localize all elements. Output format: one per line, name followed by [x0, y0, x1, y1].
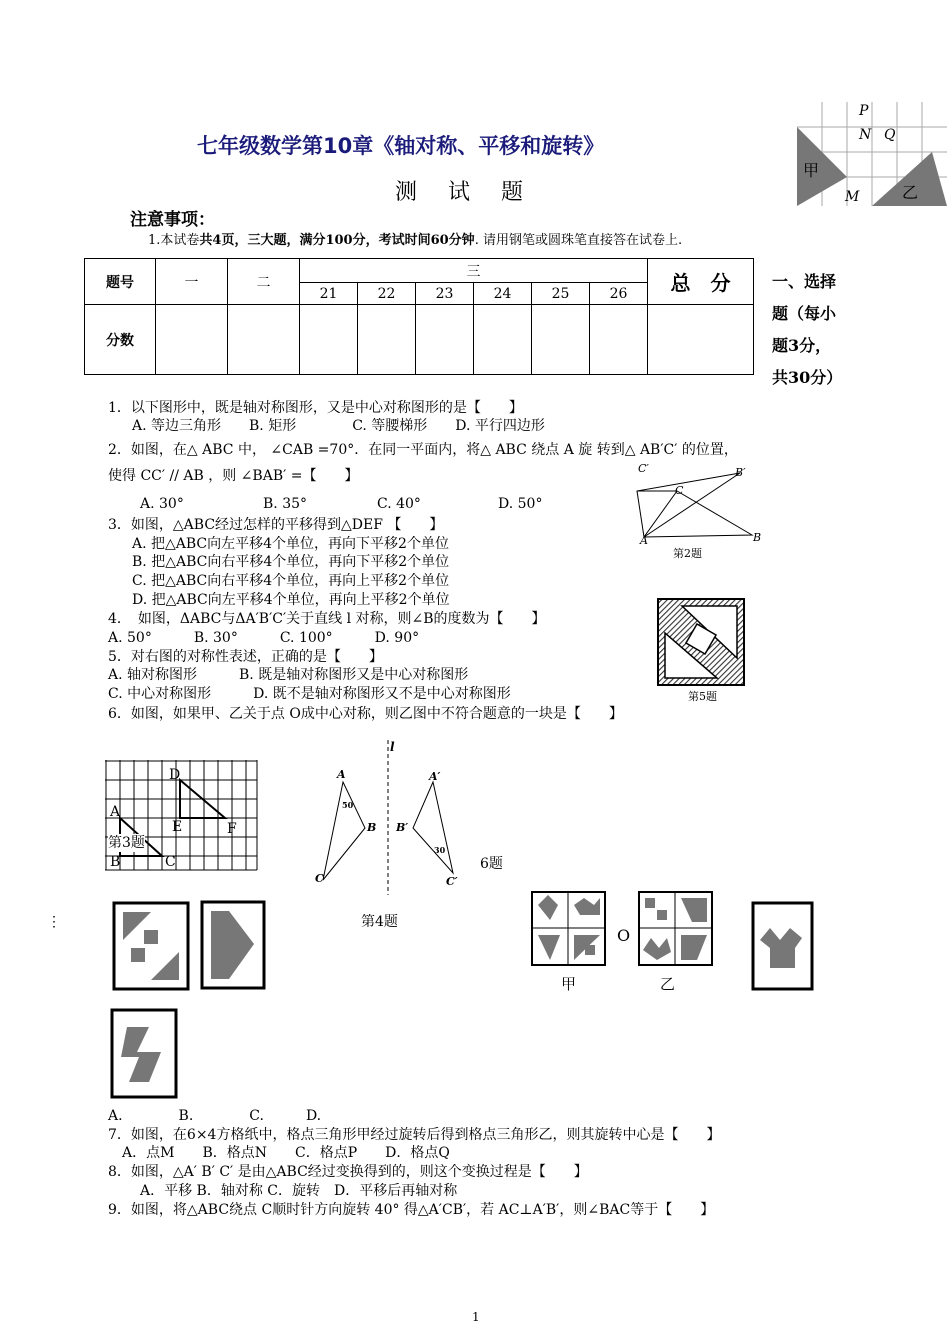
score-cell[interactable] [358, 305, 416, 375]
q5-caption: 第5题 [688, 690, 717, 703]
score-cell[interactable] [532, 305, 590, 375]
q2-option-a: A. 30° [140, 496, 184, 512]
q2-line2: 使得 CC′ // AB ，则 ∠BAB′ =【 】 [108, 468, 359, 484]
label-m: M [845, 189, 860, 205]
label-q: Q [884, 127, 896, 143]
section-1-title: 一、选择 题（每小 题3分， 共30分） [772, 272, 843, 387]
score-table [84, 258, 754, 375]
label-jia: 甲 [803, 161, 820, 180]
table-sub-21: 21 [300, 283, 358, 305]
q6-label-o: O [617, 926, 631, 945]
q6-option-b-image[interactable] [199, 899, 267, 991]
table-header-2: 二 [228, 259, 300, 305]
q3-label-e: E [172, 819, 183, 835]
q2-line1: 2．如图，在△ ABC 中， ∠CAB =70°．在同一平面内，将△ ABC 绕点 A 旋 转到△ AB′C′ 的位置， [108, 442, 738, 458]
q4-label-b2: B′ [396, 821, 409, 834]
q2-option-c: C. 40° [377, 496, 421, 512]
table-sub-24: 24 [474, 283, 532, 305]
score-cell[interactable] [228, 305, 300, 375]
q3-label-f: F [227, 821, 237, 837]
score-cell[interactable] [300, 305, 358, 375]
table-header-1: 一 [156, 259, 228, 305]
notice-rule: 1.本试卷共4页，三大题，满分100分，考试时间60分钟. 请用钢笔或圆珠笔直接答在试卷上. [148, 233, 683, 248]
q3-option-d: D. 把△ABC向左平移4个单位，再向上平移2个单位 [132, 592, 450, 608]
q7-grid-figure [797, 102, 947, 206]
q1-options: A. 等边三角形 B. 矩形 C. 等腰梯形 D. 平行四边形 [132, 418, 545, 434]
q4-label-a: A [337, 768, 346, 781]
q4-angle-30: 30 [434, 845, 446, 855]
table-header-total: 总 分 [648, 259, 754, 305]
q2-option-d: D. 50° [498, 496, 543, 512]
q3-grid-figure [105, 760, 260, 872]
label-n: N [859, 127, 872, 143]
q3-option-a: A. 把△ABC向左平移4个单位，再向下平移2个单位 [132, 536, 449, 552]
score-cell[interactable] [156, 305, 228, 375]
q6-option-d-image[interactable] [109, 1007, 179, 1100]
score-cell[interactable] [590, 305, 648, 375]
q4-label-a2: A′ [429, 770, 441, 783]
q6-option-c-image[interactable] [750, 900, 815, 992]
q3-stem: 3．如图，△ABC经过怎样的平移得到△DEF 【 】 [108, 517, 444, 533]
page-title: 七年级数学第10章《轴对称、平移和旋转》 [197, 134, 605, 158]
q6-options: A. B. C. D. [108, 1108, 322, 1124]
q6-label-jia: 甲 [561, 975, 577, 993]
q3-label-d: D [169, 767, 181, 783]
q8-stem: 8．如图，△A′ B′ C′ 是由△ABC经过变换得到的，则这个变换过程是【 】 [108, 1164, 588, 1180]
q3-label-a: A [110, 804, 121, 820]
q3-option-b: B. 把△ABC向右平移4个单位，再向下平移2个单位 [132, 554, 450, 570]
page-number: 1 [472, 1310, 480, 1324]
q6-jia-figure [530, 890, 607, 967]
q7-options: A．点M B．格点N C．格点P D．格点Q [122, 1145, 450, 1161]
table-sub-22: 22 [358, 283, 416, 305]
page-subtitle: 测 试 题 [395, 180, 535, 205]
q6-label-yi: 乙 [660, 975, 676, 993]
q2-figure [622, 465, 772, 545]
q3-caption: 第3题 [108, 835, 145, 851]
q4-label-l: l [390, 740, 395, 754]
q7-stem: 7．如图，在6×4方格纸中，格点三角形甲经过旋转后得到格点三角形乙，则其旋转中心是【 】 [108, 1127, 721, 1143]
q5-figure [657, 598, 745, 686]
q4-label-b: B [367, 821, 377, 834]
q3-label-c: C [165, 854, 176, 870]
q2-label-b2: B′ [735, 466, 746, 479]
q6-yi-figure [637, 890, 714, 967]
q4-caption: 第4题 [361, 914, 398, 930]
q4-angle-50: 50 [342, 800, 354, 810]
q2-option-b: B. 35° [263, 496, 308, 512]
label-yi: 乙 [902, 183, 919, 202]
q5-stem: 5．对右图的对称性表述，正确的是【 】 [108, 649, 383, 665]
q9-stem: 9．如图，将△ABC绕点 C顺时针方向旋转 40° 得△A′CB′，若 AC⊥A′B′，则∠BAC等于【 】 [108, 1202, 715, 1218]
q6-option-a-image[interactable] [111, 900, 191, 992]
q4-options: A. 50° B. 30° C. 100° D. 90° [108, 630, 420, 646]
q4-label-c: C [315, 872, 324, 885]
score-cell[interactable] [416, 305, 474, 375]
q3-label-b: B [110, 854, 121, 870]
q2-label-b: B [753, 531, 762, 544]
q3-option-c: C. 把△ABC向右平移4个单位，再向上平移2个单位 [132, 573, 450, 589]
table-header-3: 三 [300, 259, 648, 283]
q5-option-line1: A. 轴对称图形 B. 既是轴对称图形又是中心对称图形 [108, 667, 469, 683]
q2-caption: 第2题 [673, 547, 702, 560]
q5-option-line2: C. 中心对称图形 D. 既不是轴对称图形又不是中心对称图形 [108, 686, 511, 702]
table-sub-26: 26 [590, 283, 648, 305]
q2-label-a: A [640, 534, 648, 547]
notice-title: 注意事项： [130, 210, 215, 230]
q8-options: A．平移 B．轴对称 C．旋转 D．平移后再轴对称 [140, 1183, 458, 1199]
q1-stem: 1．以下图形中，既是轴对称图形，又是中心对称图形的是【 】 [108, 400, 523, 416]
table-sub-25: 25 [532, 283, 590, 305]
score-cell[interactable] [648, 305, 754, 375]
table-header-num: 题号 [85, 259, 156, 305]
label-p: P [859, 103, 869, 119]
q4-label-c2: C′ [446, 875, 458, 888]
q2-label-c2: C′ [638, 462, 649, 475]
q4-stem: 4． 如图，ΔABC与ΔA′B′C′关于直线 l 对称，则∠B的度数为【 】 [108, 611, 546, 627]
q4-figure [305, 740, 475, 895]
score-cell[interactable] [474, 305, 532, 375]
q6-caption: 6题 [480, 856, 503, 872]
q6-stem: 6．如图，如果甲、乙关于点 O成中心对称，则乙图中不符合题意的一块是【 】 [108, 706, 623, 722]
table-row-score: 分数 [85, 305, 156, 375]
q2-label-c: C [675, 484, 684, 497]
margin-dots: ⋮ [47, 914, 61, 930]
table-sub-23: 23 [416, 283, 474, 305]
